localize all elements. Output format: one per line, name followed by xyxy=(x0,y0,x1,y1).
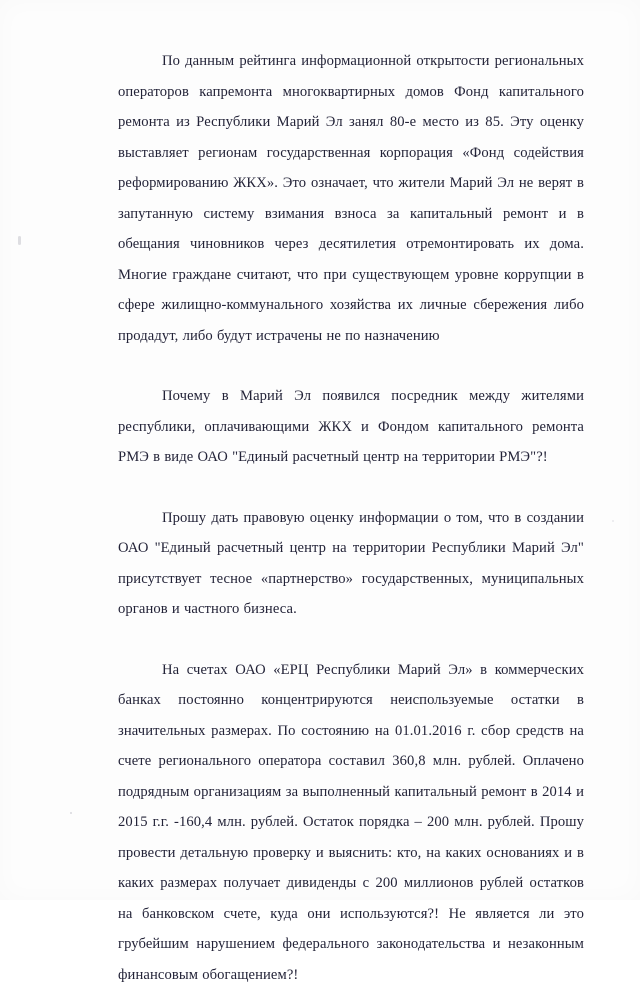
paragraph-2: Почему в Марий Эл появился посредник между жителями республики, оплачивающими ЖКХ и Фондом капитального ремонта РМЭ в виде ОАО "Единый расчетный центр на территории РМЭ"?! xyxy=(118,381,584,473)
paper-speck xyxy=(18,236,21,245)
paper-speck xyxy=(70,812,72,814)
document-text-body xyxy=(118,46,584,990)
paragraph-3: Прошу дать правовую оценку информации о том, что в создании ОАО "Единый расчетный центр на территории Республики Марий Эл" присутствует тесное «партнерство» государственных, муниципальных органов и частного бизнеса. xyxy=(118,503,584,625)
paragraph-4: На счетах ОАО «ЕРЦ Республики Марий Эл» в коммерческих банках постоянно концентрируются неиспользуемые остатки в значительных размерах. По состоянию на 01.01.2016 г. сбор средств на счете регионального оператора составил 360,8 млн. рублей. Оплачено подрядным организациям за выполненный капитальный ремонт в 2014 и 2015 г.г. -160,4 млн. рублей. Остаток порядка – 200 млн. рублей. Прошу провести детальную проверку и выяснить: кто, на каких основаниях и в каких размерах получает дивиденды с 200 миллионов рублей остатков на банковском счете, куда они используются?! Не является ли это грубейшим нарушением федерального законодательства и незаконным финансовым обогащением?! xyxy=(118,655,584,990)
paragraph-1: По данным рейтинга информационной открытости региональных операторов капремонта многоквартирных домов Фонд капитального ремонта из Республики Марий Эл занял 80-е место из 85. Эту оценку выставляет регионам государственная корпорация «Фонд содействия реформированию ЖКХ». Это означает, что жители Марий Эл не верят в запутанную систему взимания взноса за капитальный ремонт и в обещания чиновников через десятилетия отремонтировать их дома. Многие граждане считают, что при существующем уровне коррупции в сфере жилищно-коммунального хозяйства их личные сбережения либо продадут, либо будут истрачены не по назначению xyxy=(118,46,584,351)
paper-speck xyxy=(612,520,614,522)
